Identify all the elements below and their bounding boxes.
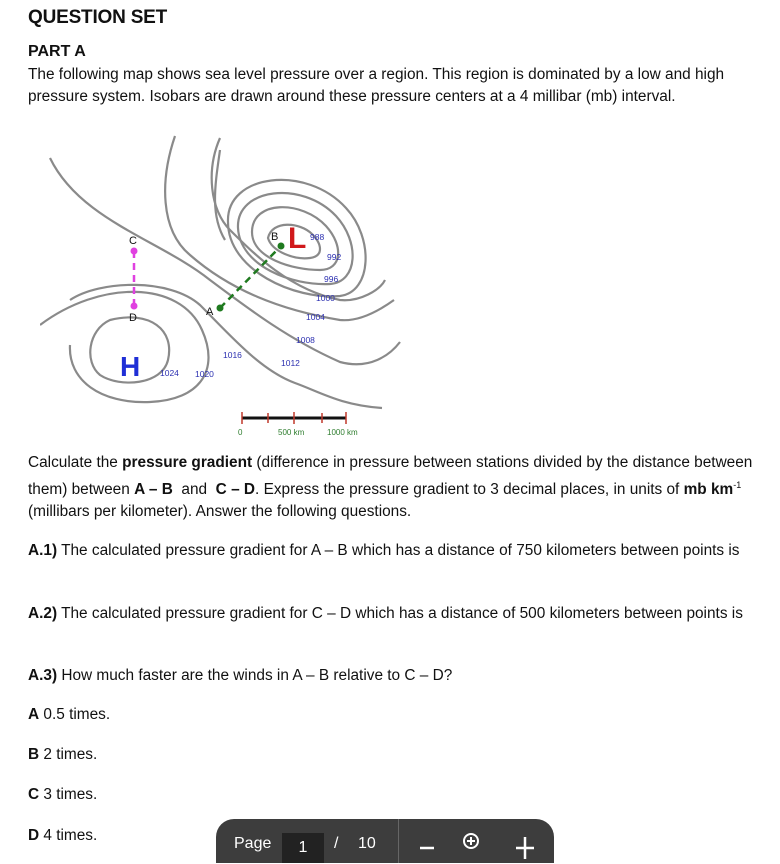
svg-text:1008: 1008 — [296, 335, 315, 345]
pdf-viewer-toolbar — [216, 819, 554, 863]
scale-label-1000: 1000 km — [327, 428, 358, 437]
station-c-label: C — [129, 235, 137, 247]
isobar-labels — [160, 232, 341, 379]
station-d-point — [131, 303, 138, 310]
zoom-in-button[interactable] — [510, 829, 540, 859]
svg-text:1016: 1016 — [223, 350, 242, 360]
isobars — [40, 136, 400, 408]
plus-icon — [510, 829, 540, 859]
svg-text:1020: 1020 — [195, 369, 214, 379]
question-a2: A.2) The calculated pressure gradient for C – D which has a distance of 500 kilometers between points is — [28, 605, 743, 622]
svg-text:1004: 1004 — [306, 312, 325, 322]
svg-text:1024: 1024 — [160, 368, 179, 378]
station-c-point — [131, 248, 138, 255]
calc-instructions: Calculate the pressure gradient (difference in pressure between stations divided by the distance between them) between A – B and C – D. Express the pressure gradient to 3 decimal places, in units of mb $km^{-1}$ (millibars per kilometer). Answer the following questions. — [28, 454, 753, 521]
zoom-fit-icon — [456, 829, 486, 859]
pressure-map — [40, 130, 420, 450]
option-c[interactable]: C 3 times. — [28, 786, 98, 803]
svg-text:992: 992 — [327, 252, 342, 262]
low-pressure-label: L — [288, 222, 307, 255]
station-b-point — [278, 243, 285, 250]
page-separator: / — [334, 835, 339, 852]
page-heading: QUESTION SET — [28, 7, 168, 28]
option-a[interactable]: A 0.5 times. — [28, 706, 111, 723]
station-a-label: A — [206, 306, 214, 318]
option-b[interactable]: B 2 times. — [28, 746, 98, 763]
question-a1: A.1) The calculated pressure gradient for A – B which has a distance of 750 kilometers between points is — [28, 542, 740, 559]
page-label: Page — [234, 835, 272, 852]
station-a-point — [217, 305, 224, 312]
scale-bar — [238, 412, 358, 437]
question-a3: A.3) How much faster are the winds in A – B relative to C – D? — [28, 667, 453, 684]
high-pressure-label: H — [120, 351, 141, 382]
part-heading: PART A — [28, 43, 86, 60]
toolbar-divider — [398, 819, 399, 863]
scale-label-0: 0 — [238, 428, 243, 437]
scale-label-500: 500 km — [278, 428, 305, 437]
minus-icon — [412, 829, 442, 859]
page-total: 10 — [358, 835, 376, 852]
station-d-label: D — [129, 312, 137, 324]
svg-text:1012: 1012 — [281, 358, 300, 368]
zoom-fit-button[interactable] — [456, 829, 486, 859]
svg-text:1000: 1000 — [316, 293, 335, 303]
zoom-out-button[interactable] — [412, 829, 442, 859]
page-number-input[interactable] — [282, 833, 324, 863]
svg-text:988: 988 — [310, 232, 325, 242]
station-b-label: B — [271, 231, 279, 243]
intro-paragraph: The following map shows sea level pressure over a region. This region is dominated by a low and high pressure system. Isobars are drawn around these pressure centers at a 4 millibar (mb) interval. — [28, 66, 725, 105]
option-d[interactable]: D 4 times. — [28, 827, 98, 844]
svg-text:996: 996 — [324, 274, 339, 284]
